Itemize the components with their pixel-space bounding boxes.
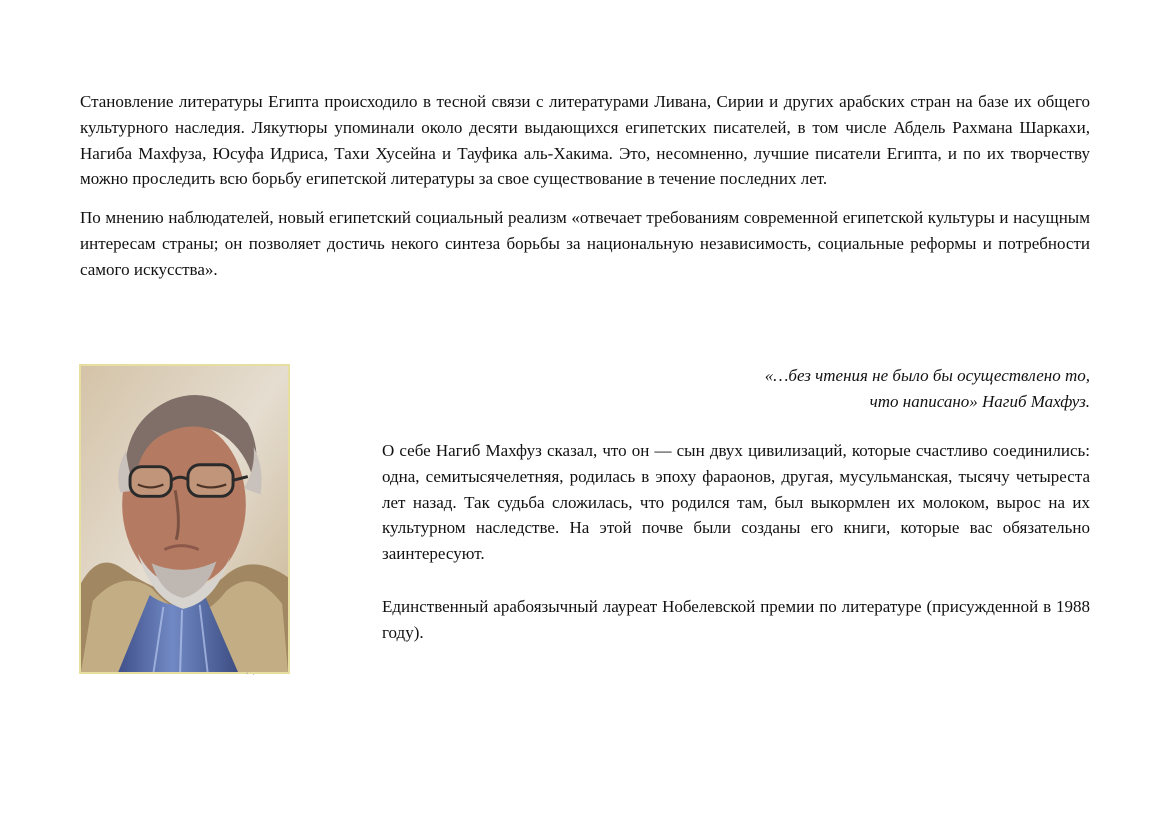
intro-paragraph-2: По мнению наблюдателей, новый египетский социальный реализм «отвечает требованиям современной египетской культуры и насущным интересам страны; он позволяет достичь некого синтеза борьбы за национальную независимость, социальные реформы и потребности самого искусства».: [80, 208, 1090, 279]
quote-line-2: что написано» Нагиб Махфуз.: [869, 391, 1090, 411]
author-portrait: [79, 364, 290, 674]
bio-paragraph-1: О себе Нагиб Махфуз сказал, что он — сын двух цивилизаций, которые счастливо соединились: одна, семитысячелетняя, родилась в эпоху фараонов, другая, мусульманская, тысячу четыреста лет назад. Так судьба сложилась, что родился там, был выкормлен их молоком, вырос на их культурном наследстве. На этой почве были созданы его книги, которые вас обязательно заинтересуют.: [382, 441, 1090, 564]
biography-section: [382, 438, 1090, 646]
portrait-illustration: [81, 366, 288, 672]
bio-paragraph-2: Единственный арабоязычный лауреат Нобелевской премии по литературе (присужденной в 1988 году).: [382, 596, 1090, 642]
author-quote: [590, 363, 1090, 415]
intro-paragraph-1: Становление литературы Египта происходило в тесной связи с литературами Ливана, Сирии и других арабских стран на базе их общего культурного наследия. Лякутюры упоминали около десяти выдающихся египетских писателей, в том числе Абдель Рахмана Шаркахи, Нагиба Махфуза, Юсуфа Идриса, Тахи Хусейна и Тауфика аль-Хакима. Это, несомненно, лучшие писатели Египта, и по их творчеству можно проследить всю борьбу египетской литературы за свое существование в течение последних лет.: [80, 92, 1090, 189]
quote-line-1: «…без чтения не было бы осуществлено то,: [764, 366, 1090, 385]
intro-section: [80, 89, 1090, 283]
photo-mark: ‘ ·: [246, 671, 256, 679]
